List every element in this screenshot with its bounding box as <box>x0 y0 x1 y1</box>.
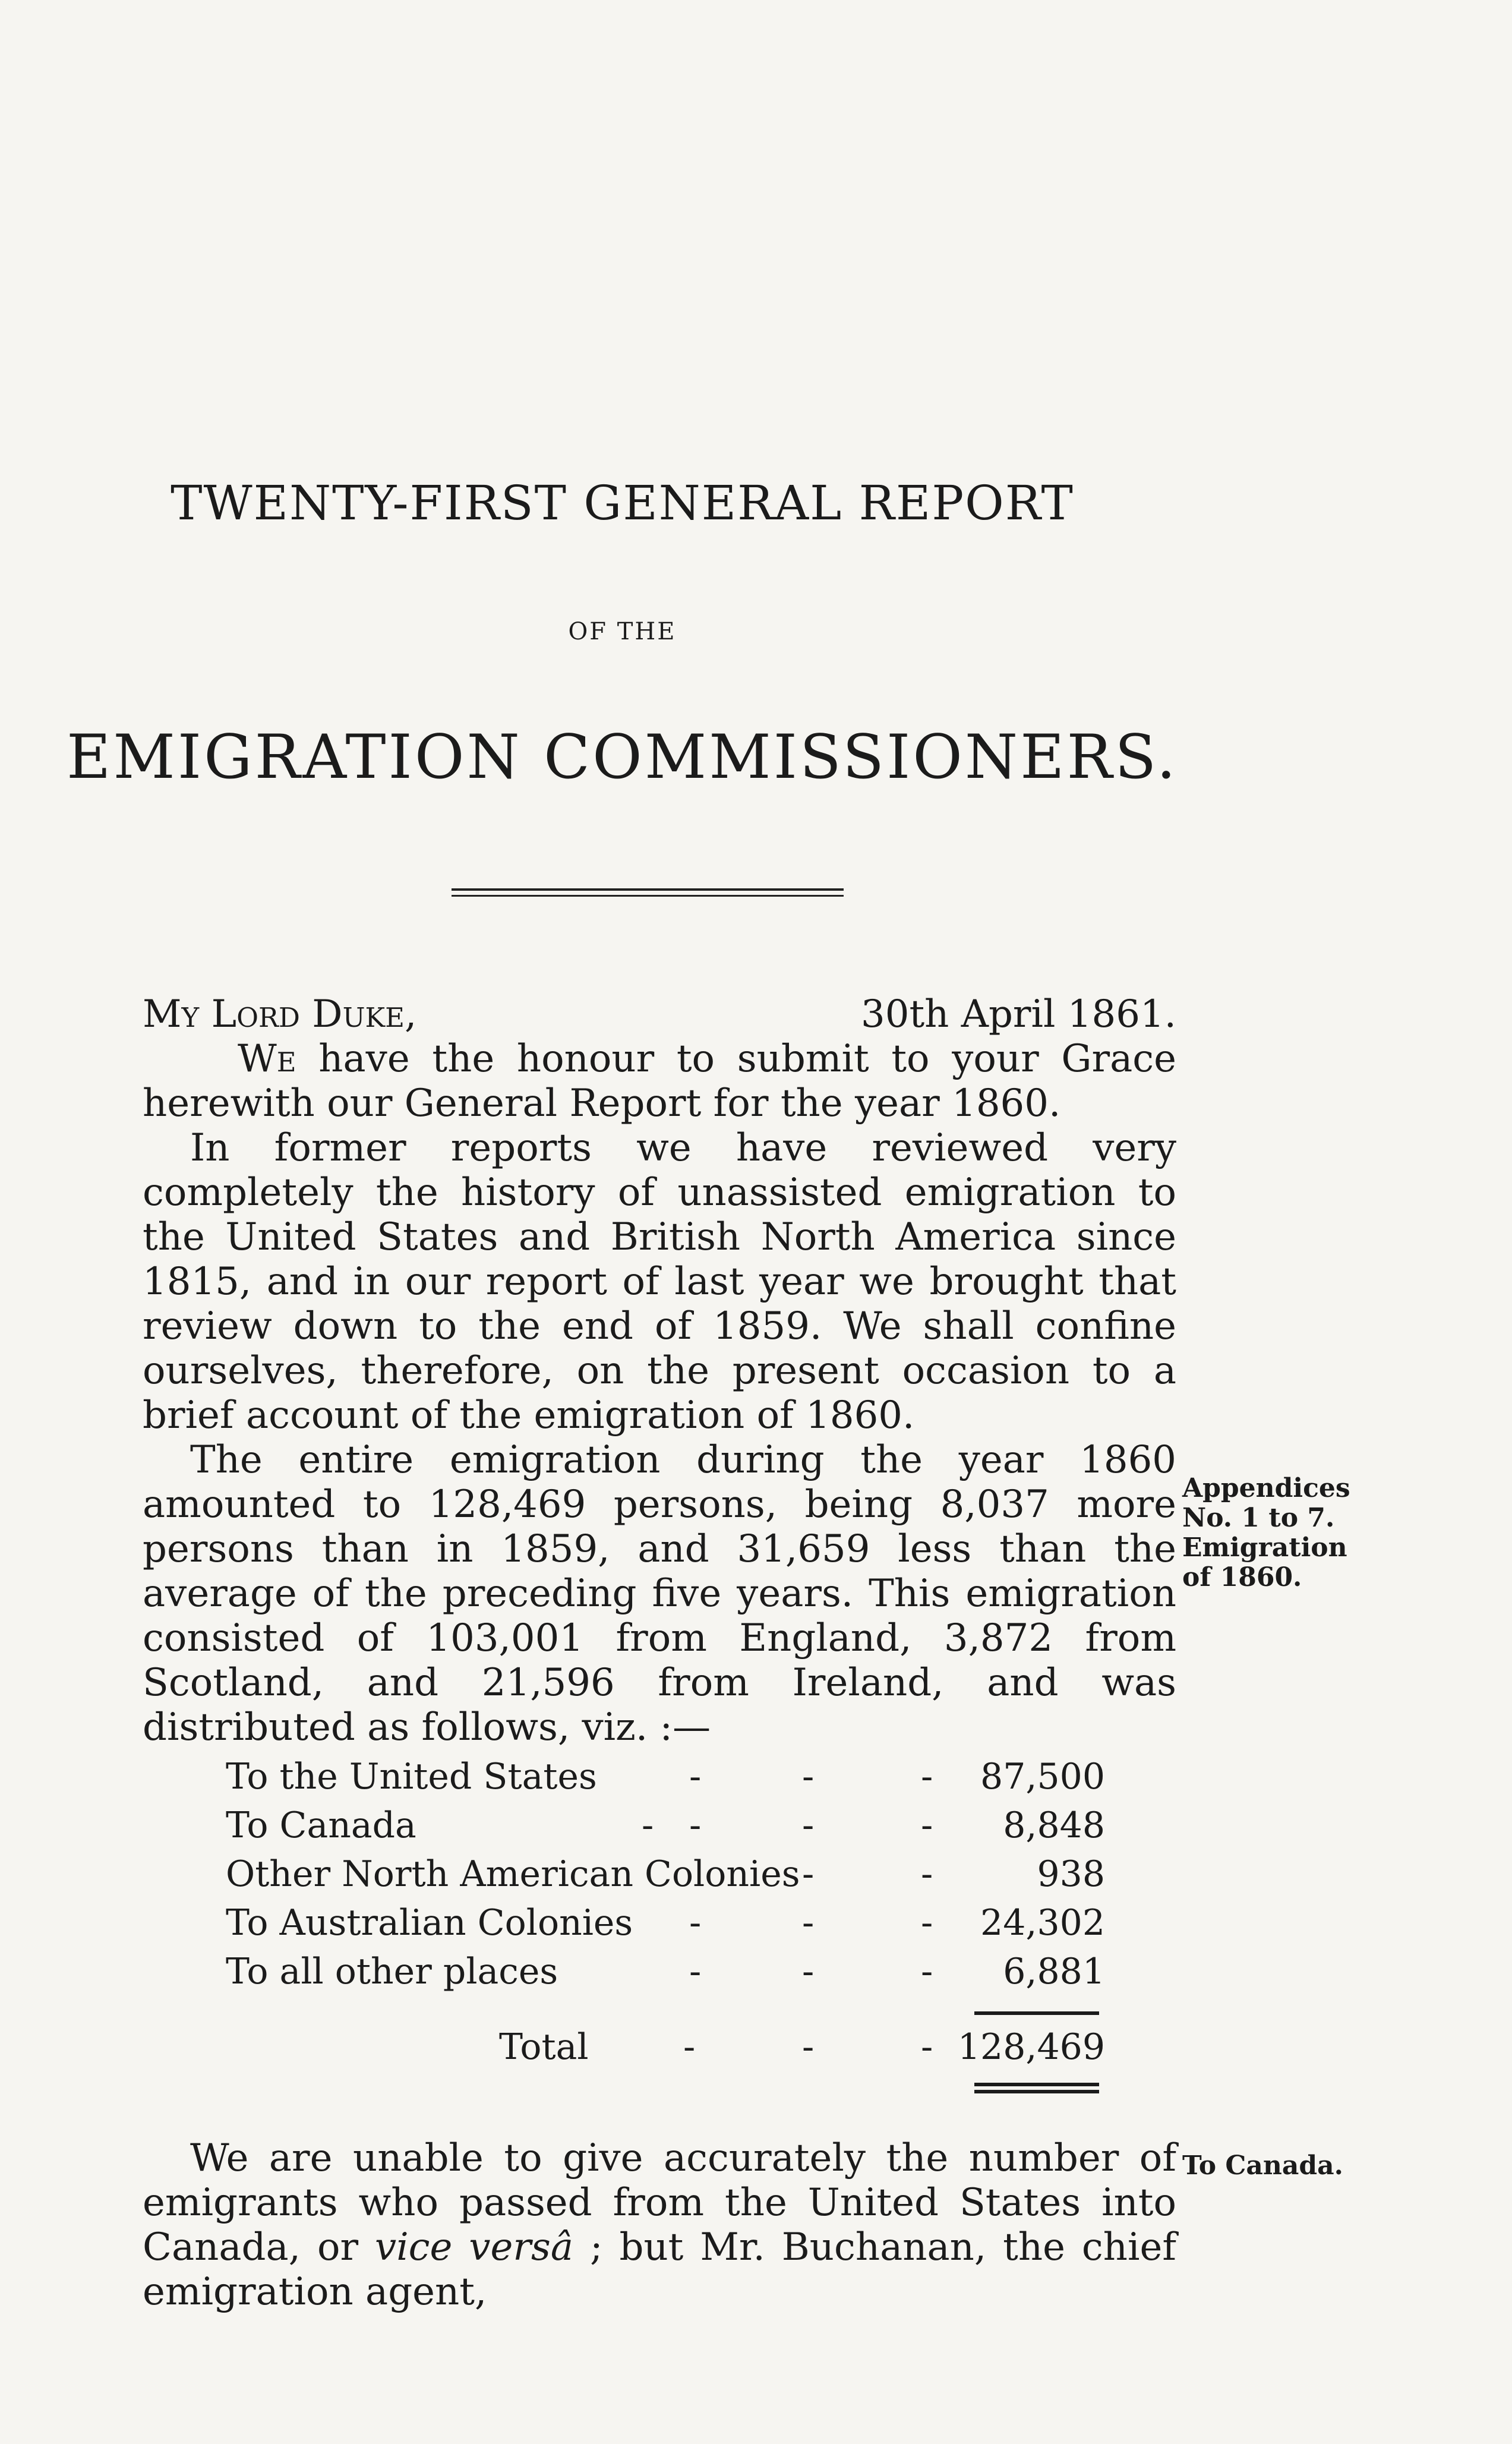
row-value: 8,848 <box>1003 1805 1105 1846</box>
table-row: To the United States - - - 87,500 <box>226 1756 1105 1797</box>
title-connector: OF THE <box>568 618 677 645</box>
total-rule <box>974 2011 1099 2015</box>
paragraph-4 <box>143 2136 1176 2314</box>
row-value: 87,500 <box>980 1756 1105 1797</box>
row-label: To Canada <box>226 1805 416 1846</box>
margin-note-to-canada: To Canada. <box>1182 2150 1343 2181</box>
salutation-address: My Lord Duke, <box>143 992 417 1036</box>
letter-date: 30th April 1861. <box>861 992 1176 1036</box>
title-divider <box>452 888 844 897</box>
report-title: TWENTY-FIRST GENERAL REPORT <box>171 475 1074 531</box>
table-row: To Canada - - - - 8,848 <box>226 1805 1105 1846</box>
row-value: 6,881 <box>1003 1951 1105 1992</box>
letter-body-bottom <box>143 2136 1176 2314</box>
report-subtitle: EMIGRATION COMMISSIONERS. <box>66 722 1179 793</box>
row-label: To all other places <box>226 1951 558 1992</box>
row-value: 24,302 <box>980 1902 1105 1944</box>
salutation-line <box>143 992 1176 1037</box>
table-row: To all other places - - - 6,881 <box>226 1951 1105 1992</box>
paragraph-1-text: have the honour to submit to your Grace herewith our General Report for the year 1860. <box>143 1037 1176 1125</box>
paragraph-3: The entire emigration during the year 1860 amounted to 128,469 persons, being 8,037 more persons than in 1859, and 31,659 less than the average of the preceding five years. This emigration consisted of 103,001 from England, 3,872 from Scotland, and 21,596 from Ireland, and was distributed as follows, viz. :— <box>143 1438 1176 1749</box>
total-double-rule <box>974 2083 1099 2093</box>
row-label: Other North American Colonies <box>226 1853 800 1895</box>
total-label: Total <box>499 2026 589 2068</box>
total-value: 128,469 <box>957 2026 1105 2068</box>
paragraph-4-text-b: ; but Mr. Buchanan, the chief emigration agent, <box>143 2225 1176 2314</box>
paragraph-4-text-a: We are unable to give accurately the number of emigrants who passed from the United States into Canada, or <box>143 2136 1176 2269</box>
row-label: To Australian Colonies <box>226 1902 633 1944</box>
paragraph-1-lead: We <box>238 1037 296 1081</box>
table-row: Other North American Colonies - - 938 <box>226 1853 1105 1895</box>
distribution-table <box>226 1756 1105 2000</box>
paragraph-4-italic: vice versâ <box>375 2225 573 2269</box>
row-label: To the United States <box>226 1756 597 1797</box>
row-value: 938 <box>1037 1853 1105 1895</box>
margin-note-appendices: Appendices No. 1 to 7. Emigration of 1860. <box>1182 1473 1350 1592</box>
paragraph-1 <box>143 1037 1176 1126</box>
total-row: Total - - - 128,469 <box>499 2026 1105 2068</box>
table-row: To Australian Colonies - - - 24,302 <box>226 1902 1105 1944</box>
paragraph-2: In former reports we have reviewed very completely the history of unassisted emigration to the United States and British North America since 1815, and in our report of last year we brought that review down to the end of 1859. We shall confine ourselves, therefore, on the present occasion to a brief account of the emigration of 1860. <box>143 1126 1176 1437</box>
letter-body-top <box>143 1037 1176 1750</box>
